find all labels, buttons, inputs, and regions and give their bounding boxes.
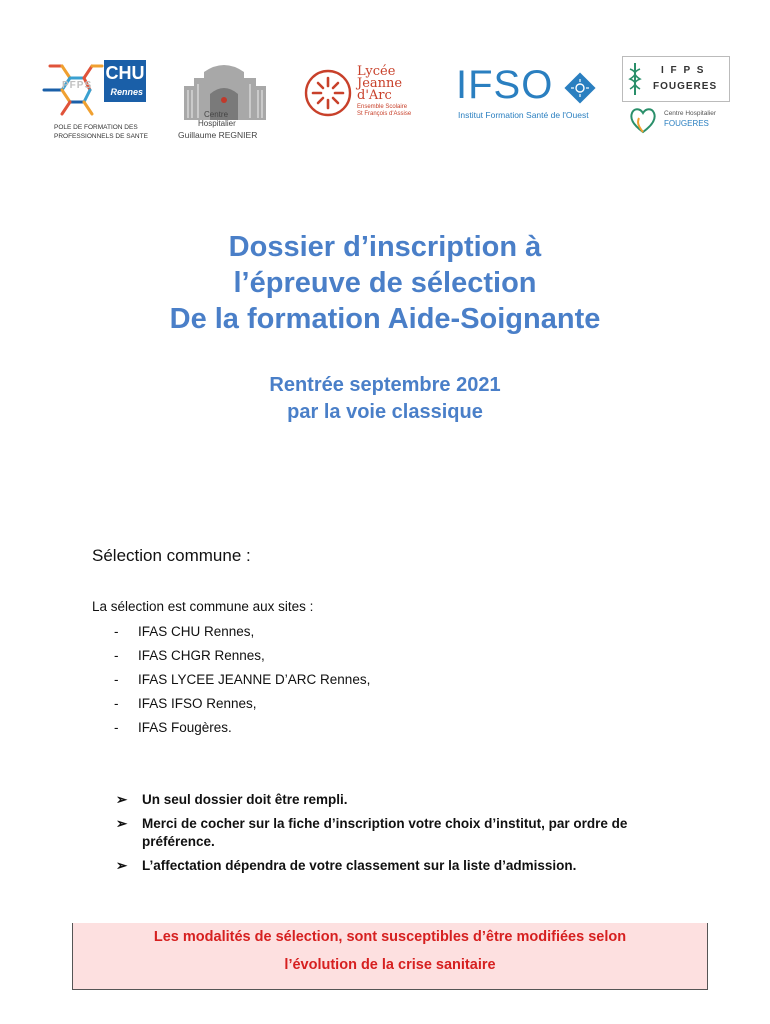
- chgr-line-2: Hospitalier: [198, 119, 236, 128]
- arrow-bullet-icon: ➢: [116, 792, 128, 807]
- chgr-line-3: Guillaume REGNIER: [178, 130, 258, 140]
- ifps-line-2: FOUGERES: [653, 81, 718, 92]
- lycee-tag-2: St François d'Assise: [357, 111, 412, 117]
- note-item: [116, 857, 696, 875]
- lycee-name: [357, 66, 402, 102]
- arrow-bullet-icon: ➢: [116, 858, 128, 873]
- site-label: IFAS CHU Rennes,: [138, 624, 255, 639]
- pfps-mark: PFPS: [62, 80, 93, 91]
- ifps-fougeres-logo: [622, 56, 730, 102]
- ch-fougeres-logo: [628, 104, 732, 140]
- site-label: IFAS IFSO Rennes,: [138, 696, 257, 711]
- site-label: IFAS CHGR Rennes,: [138, 648, 265, 663]
- chu-badge-sub: Rennes: [110, 87, 143, 97]
- lycee-tag-1: Ensemble Scolaire: [357, 104, 408, 110]
- lycee-line-1: Lycée: [357, 64, 396, 79]
- list-item: - IFAS Fougères.: [114, 720, 232, 735]
- ifso-name: IFSO: [456, 63, 554, 107]
- ifso-logo: [456, 63, 602, 126]
- lycee-star-icon: [303, 68, 353, 118]
- note-text: Un seul dossier doit être rempli.: [142, 792, 348, 807]
- lycee-line-2: Jeanne: [357, 76, 403, 91]
- lycee-line-3: d'Arc: [357, 88, 392, 103]
- lycee-jeanne-darc-logo: [303, 66, 431, 136]
- note-item: [116, 815, 696, 851]
- pfps-caption-2: PROFESSIONNELS DE SANTE: [54, 133, 148, 140]
- list-item: - IFAS CHU Rennes,: [114, 624, 255, 639]
- ch-fougeres-line-1: Centre Hospitalier: [664, 110, 717, 117]
- warning-line-1: Les modalités de sélection, sont susceptibles d’être modifiées selon: [153, 929, 627, 945]
- note-item: [116, 791, 696, 809]
- title-line-2: l’épreuve de sélection: [233, 267, 537, 299]
- list-item: - IFAS IFSO Rennes,: [114, 696, 257, 711]
- note-text: Merci de cocher sur la fiche d’inscription votre choix d’institut, par ordre de préférence.: [142, 816, 628, 849]
- ifso-tagline: Institut Formation Santé de l'Ouest: [458, 110, 589, 120]
- note-text: L’affectation dépendra de votre classement sur la liste d’admission.: [142, 858, 577, 873]
- warning-line-2: l’évolution de la crise sanitaire: [284, 957, 496, 973]
- list-item: - IFAS LYCEE JEANNE D’ARC Rennes,: [114, 672, 371, 687]
- subtitle-line-2: par la voie classique: [287, 401, 483, 423]
- chgr-line-1: Centre: [204, 110, 229, 119]
- chu-badge-text: CHU: [105, 63, 145, 83]
- ifps-line-1: I F P S: [661, 65, 706, 76]
- logo-bar: [0, 50, 770, 150]
- caduceus-icon: [627, 61, 643, 97]
- pfps-caption-1: POLE DE FORMATION DES: [54, 124, 138, 131]
- warning-box: [72, 923, 708, 990]
- title-line-1: Dossier d’inscription à: [228, 231, 542, 263]
- title-line-3: De la formation Aide-Soignante: [169, 303, 601, 335]
- ifso-diamond-icon: [564, 72, 596, 104]
- heart-icon: [628, 106, 658, 134]
- intro-text: La sélection est commune aux sites :: [92, 599, 314, 614]
- ch-fougeres-line-2: FOUGERES: [664, 119, 709, 128]
- chgr-logo: [178, 60, 274, 144]
- pfps-chu-logo: [40, 58, 160, 138]
- chu-badge: [104, 60, 146, 102]
- notes-list: [116, 791, 696, 881]
- site-label: IFAS LYCEE JEANNE D’ARC Rennes,: [138, 672, 371, 687]
- site-label: IFAS Fougères.: [138, 720, 232, 735]
- sites-list: [114, 622, 370, 742]
- subtitle-line-1: Rentrée septembre 2021: [269, 374, 501, 396]
- section-heading: Sélection commune :: [92, 546, 251, 565]
- arrow-bullet-icon: ➢: [116, 816, 128, 831]
- list-item: - IFAS CHGR Rennes,: [114, 648, 265, 663]
